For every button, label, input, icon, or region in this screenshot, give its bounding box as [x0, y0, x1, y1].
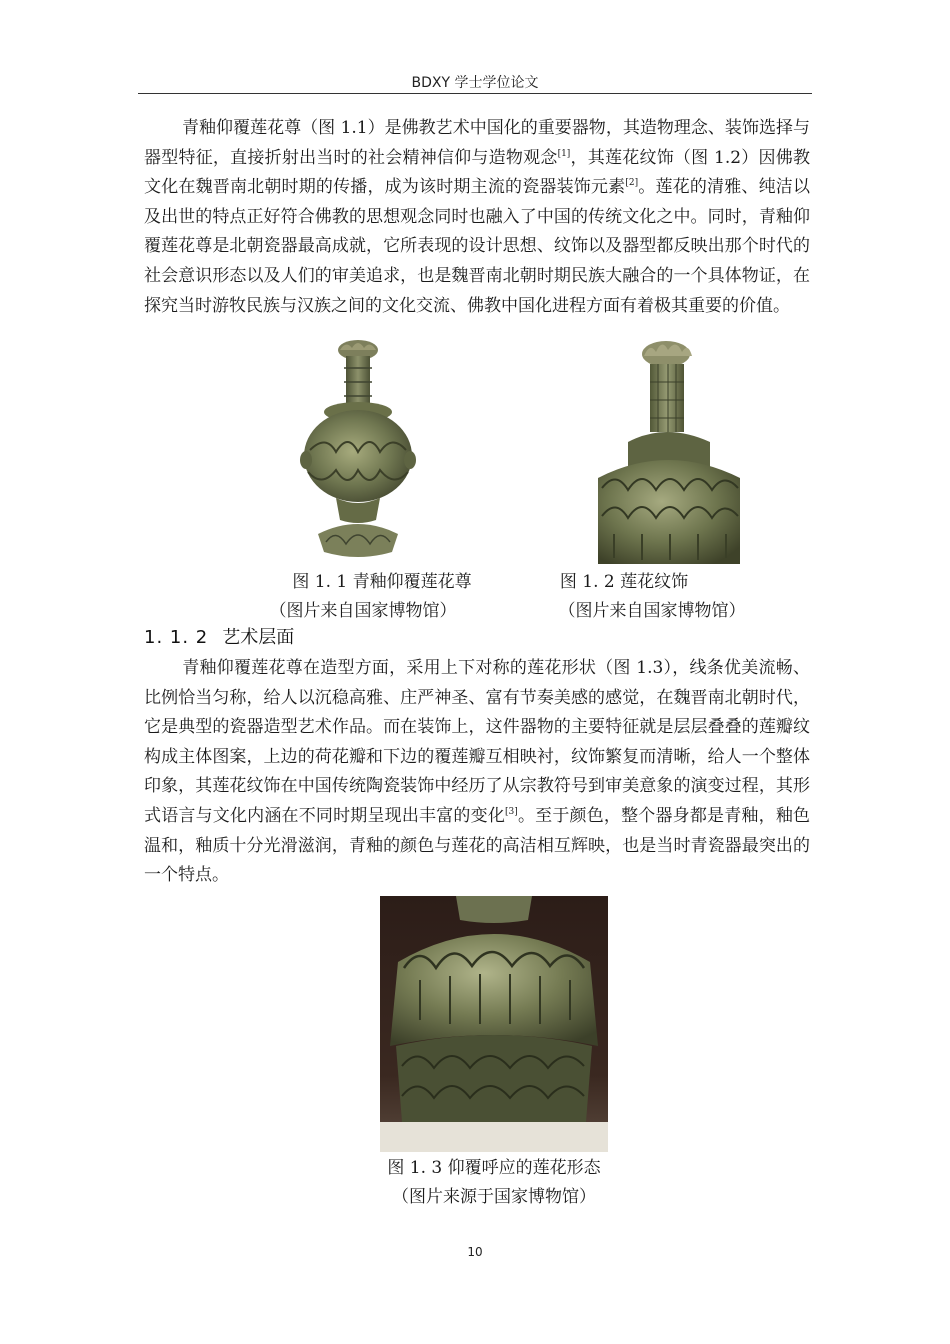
figure-1-1-vase-photo [296, 338, 420, 560]
figure-1-2-source: （图片来自国家博物馆） [558, 601, 746, 621]
figure-1-3-title: 图 1. 3 仰覆呼应的莲花形态 [387, 1158, 601, 1178]
paragraph-text: 。至于颜色，整个器身都是青釉，釉色温和，釉质十分光滑滋润，青釉的颜色与莲花的高洁相互辉映，也是当时青瓷器最突出的一个特点。 [144, 805, 811, 886]
figure-1-3-caption [330, 1154, 658, 1212]
section-heading [144, 623, 294, 649]
figure-1-1-source: （图片来自国家博物馆） [269, 601, 457, 621]
body-paragraph-1 [144, 114, 810, 321]
paragraph-text: 青釉仰覆莲花尊（图 1.1）是佛教艺术中国化的重要器物，其造物理念、装饰选择与器型特征，直接折射出当时的社会精神信仰与造物观念 [144, 118, 810, 168]
figure-1-1-caption [232, 568, 532, 626]
citation-ref-3[interactable]: [3] [505, 806, 518, 817]
citation-ref-2[interactable]: [2] [625, 178, 639, 189]
paragraph-text: 。莲花的清雅、纯洁以及出世的特点正好符合佛教的思想观念同时也融入了中国的传统文化之中。同时，青釉仰覆莲花尊是北朝瓷器最高成就，它所表现的设计思想、纹饰以及器型都反映出那个时代的社会意识形态以及人们的审美追求，也是魏晋南北朝时期民族大融合的一个具体物证，在探究当时游牧民族与汉族之间的文化交流、佛教中国化进程方面有着极其重要的价值。 [144, 177, 811, 316]
figure-1-2-caption [520, 568, 760, 626]
figure-1-2-title: 图 1. 2 莲花纹饰 [559, 572, 689, 592]
page-number: 10 [467, 1245, 483, 1259]
paragraph-text: 青釉仰覆莲花尊在造型方面，采用上下对称的莲花形状（图 1.3），线条优美流畅、比例恰当匀称，给人以沉稳高雅、庄严神圣、富有节奏美感的感觉，在魏晋南北朝时代，它是典型的瓷器造型艺术作品。而在装饰上，这件器物的主要特征就是层层叠叠的莲瓣纹构成主体图案，上边的荷花瓣和下边的覆莲瓣互相映衬，纹饰繁复而清晰，给人一个整体印象，其莲花纹饰在中国传统陶瓷装饰中经历了从宗教符号到审美意象的演变过程，其形式语言与文化内涵在不同时期呈现出丰富的变化 [144, 658, 810, 826]
figure-1-2-lotus-pattern-photo [598, 338, 740, 564]
figure-1-3-source: （图片来源于国家博物馆） [392, 1187, 596, 1207]
paragraph-text: ，其莲花纹饰（图 1.2）因佛教文化在魏晋南北朝时期的传播，成为该时期主流的瓷器装饰元素 [144, 147, 810, 198]
body-paragraph-2 [144, 654, 810, 891]
running-header: BDXY 学士学位论文 [411, 75, 539, 91]
header-rule [138, 93, 812, 94]
figure-1-3-lotus-form-photo [380, 896, 608, 1152]
section-title: 艺术层面 [222, 627, 295, 648]
citation-ref-1[interactable]: [1] [557, 148, 571, 159]
figure-1-1-title: 图 1. 1 青釉仰覆莲花尊 [292, 572, 472, 592]
section-number: 1. 1. 2 [144, 627, 209, 648]
